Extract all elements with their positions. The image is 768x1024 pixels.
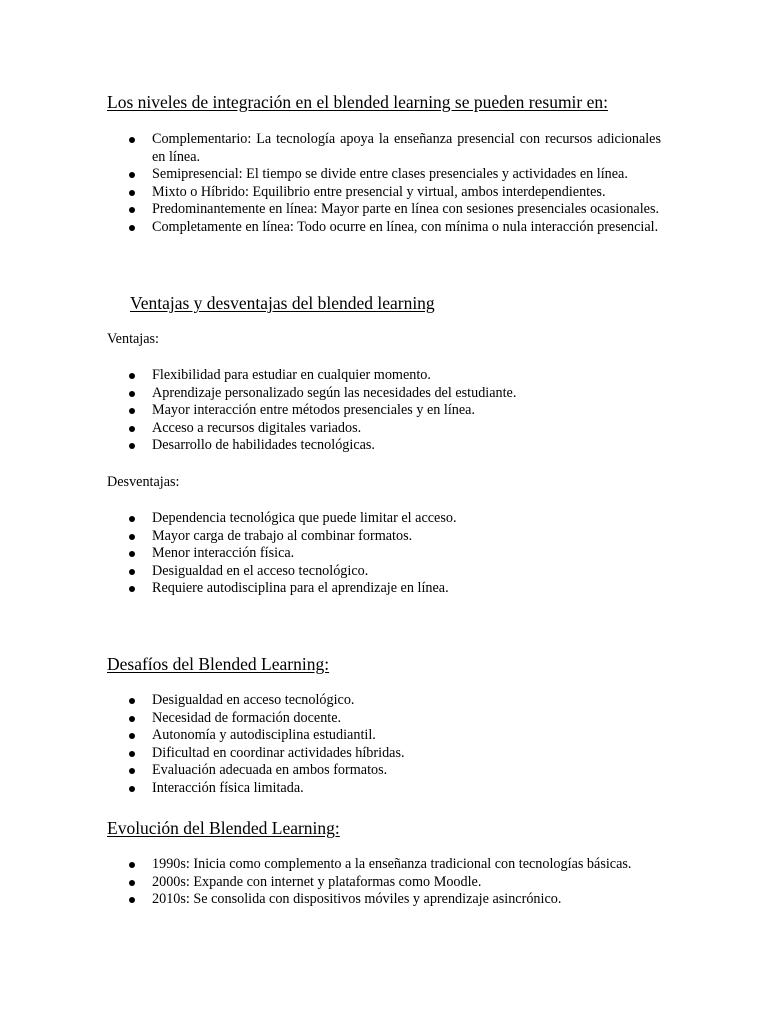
list-item: Flexibilidad para estudiar en cualquier momento.	[107, 367, 661, 385]
bullet-icon	[129, 768, 135, 774]
list-item: Desarrollo de habilidades tecnológicas.	[107, 437, 661, 455]
heading-desafios: Desafíos del Blended Learning:	[107, 654, 330, 674]
list-item: Desigualdad en acceso tecnológico.	[107, 692, 661, 710]
bullet-icon	[129, 897, 135, 903]
list-item: Completamente en línea: Todo ocurre en línea, con mínima o nula interacción presencial.	[107, 219, 661, 237]
list-item: Mayor carga de trabajo al combinar formatos.	[107, 528, 661, 546]
list-item: Complementario: La tecnología apoya la enseñanza presencial con recursos adicionales en línea.	[107, 131, 661, 166]
bullet-icon	[129, 516, 135, 522]
bullet-icon	[129, 137, 135, 143]
list-evolucion	[107, 856, 661, 909]
bullet-icon	[129, 207, 135, 213]
list-niveles	[107, 131, 661, 237]
list-desafios	[107, 692, 661, 798]
bullet-icon	[129, 190, 135, 196]
desventajas-label: Desventajas:	[107, 474, 180, 490]
list-item: 2000s: Expande con internet y plataformas como Moodle.	[107, 874, 661, 892]
bullet-icon	[129, 391, 135, 397]
list-item: Mixto o Híbrido: Equilibrio entre presencial y virtual, ambos interdependientes.	[107, 184, 661, 202]
list-item: Necesidad de formación docente.	[107, 710, 661, 728]
list-desventajas	[107, 510, 661, 598]
list-item: Menor interacción física.	[107, 545, 661, 563]
bullet-icon	[129, 373, 135, 379]
bullet-icon	[129, 786, 135, 792]
bullet-icon	[129, 880, 135, 886]
list-item: 1990s: Inicia como complemento a la enseñanza tradicional con tecnologías básicas.	[107, 856, 661, 874]
bullet-icon	[129, 426, 135, 432]
bullet-icon	[129, 698, 135, 704]
heading-ventajas-desventajas: Ventajas y desventajas del blended learning	[130, 293, 435, 313]
ventajas-label: Ventajas:	[107, 331, 160, 347]
bullet-icon	[129, 569, 135, 575]
list-item: Acceso a recursos digitales variados.	[107, 420, 661, 438]
list-item: Desigualdad en el acceso tecnológico.	[107, 563, 661, 581]
list-item: Predominantemente en línea: Mayor parte en línea con sesiones presenciales ocasionales.	[107, 201, 661, 219]
list-item: Aprendizaje personalizado según las necesidades del estudiante.	[107, 385, 661, 403]
list-item: Evaluación adecuada en ambos formatos.	[107, 762, 661, 780]
bullet-icon	[129, 225, 135, 231]
bullet-icon	[129, 716, 135, 722]
bullet-icon	[129, 534, 135, 540]
list-item: Mayor interacción entre métodos presenciales y en línea.	[107, 402, 661, 420]
list-item: Dificultad en coordinar actividades híbridas.	[107, 745, 661, 763]
heading-niveles: Los niveles de integración en el blended learning se pueden resumir en:	[107, 92, 609, 112]
list-item: Requiere autodisciplina para el aprendizaje en línea.	[107, 580, 661, 598]
bullet-icon	[129, 862, 135, 868]
bullet-icon	[129, 443, 135, 449]
bullet-icon	[129, 751, 135, 757]
heading-evolucion: Evolución del Blended Learning:	[107, 818, 340, 838]
list-ventajas	[107, 367, 661, 455]
list-item: Interacción física limitada.	[107, 780, 661, 798]
bullet-icon	[129, 172, 135, 178]
bullet-icon	[129, 733, 135, 739]
list-item: Dependencia tecnológica que puede limitar el acceso.	[107, 510, 661, 528]
bullet-icon	[129, 586, 135, 592]
list-item: 2010s: Se consolida con dispositivos móviles y aprendizaje asincrónico.	[107, 891, 661, 909]
bullet-icon	[129, 551, 135, 557]
list-item: Autonomía y autodisciplina estudiantil.	[107, 727, 661, 745]
list-item: Semipresencial: El tiempo se divide entre clases presenciales y actividades en línea.	[107, 166, 661, 184]
bullet-icon	[129, 408, 135, 414]
